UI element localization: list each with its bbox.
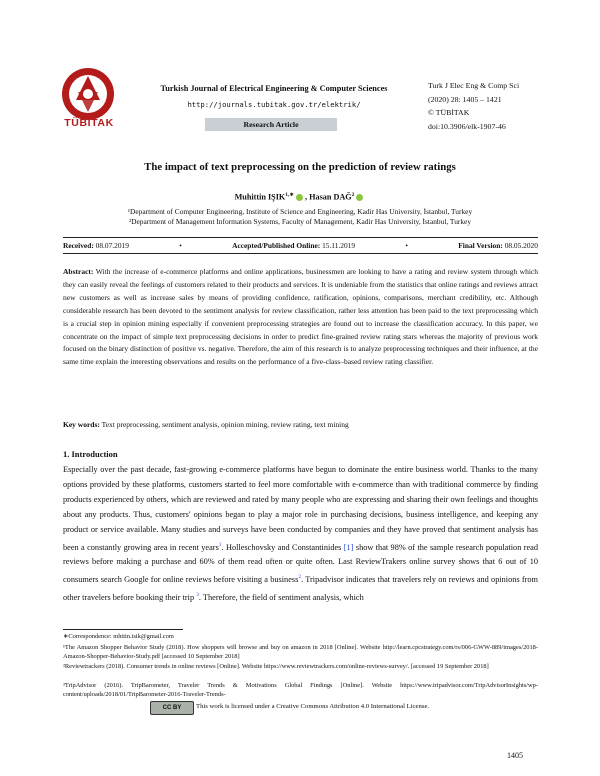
separator: • (179, 241, 182, 250)
footnote-ref[interactable]: 3 (196, 591, 199, 598)
doi[interactable]: doi:10.3906/elk-1907-46 (428, 121, 506, 131)
affiliation-2: ²Department of Management Information Systems, Faculty of Management, Kadir Has University, İstanbul, Turkey (128, 217, 472, 226)
citation-volume: (2020) 28: 1405 – 1421 (428, 94, 502, 104)
citation-journal: Turk J Elec Eng & Comp Sci (428, 81, 520, 90)
divider (63, 253, 538, 254)
footnote-divider (63, 629, 183, 630)
correspondence-footnote: ∗Correspondence: mhttin.isik@gmail.com (63, 633, 174, 640)
abstract (63, 266, 538, 369)
orcid-icon[interactable] (296, 194, 303, 201)
section-heading: 1. Introduction (63, 449, 118, 459)
author-1: Muhittin IŞIK (234, 192, 286, 202)
abstract-text: With the increase of e-commerce platforms and online applications, businessmen are looking to have a rating and review system through which they can easily reveal the feelings of customers related to their products and services. It is undeniable from the statistics that online ratings and reviews attract new customers as well as increase sales by means of providing confidence, ratification, opinions, comparisons, merchant credibility, etc. Although considerable research has been devoted to the sentiment analysis for review classification, rather less attention has been paid to the text preprocessing which is a crucial step in opinion mining especially if convenient preprocessing strategies are found out to increase the classification accuracy. In this paper, we concentrate on the impact of simple text preprocessing decisions in order to predict fine-grained review rating stars whereas the majority of previous work focused on the binary distinction of positive vs. negative. Therefore, the aim of this research is to analyze preprocessing techniques and their influence, at the same time explain the interesting observations and results on the performance of a five-class–based review rating classifier. (63, 267, 538, 367)
accepted: Accepted/Published Online: 15.11.2019 (232, 241, 356, 250)
footnote-1: ¹The Amazon Shopper Behavior Study (2018). How shoppers will browse and buy on amazon in 2018 [Online]. Website http://learn.cpcstrategy.com/rs/006-GWW-889/images/2018-Amazon-Shopper-Behavior-Study.pdf [accessed 10 September 2018] (63, 644, 538, 661)
keywords-label: Key words: (63, 420, 100, 429)
citation-block (428, 79, 519, 133)
copyright: © TÜBİTAK (428, 108, 470, 118)
footnote-ref[interactable]: 1 (218, 541, 222, 548)
author-line: Muhittin $IŞIK^{1,∗}$ , Hasan DAĞ$^2$ (0, 192, 600, 202)
received: Received: 08.07.2019 (63, 241, 129, 250)
journal-url[interactable]: http://journals.tubitak.gov.tr/elektrik/ (187, 100, 361, 109)
logo-wordmark: TÜBİTAK (64, 117, 114, 129)
author-2-affiliation: 2 (351, 192, 355, 198)
page-number: 1405 (507, 751, 523, 760)
footnote-2: ²Reviewtrackers (2018). Consumer trends in online reviews [Online]. Website https://www.reviewtrackers.com/online-reviews-survey/. [accessed 19 September 2018] (63, 663, 489, 670)
author-1-affiliation: 1,∗ (285, 192, 295, 198)
article-type-badge: Research Article (205, 118, 337, 131)
tubitak-emblem-icon (60, 66, 116, 122)
citation-link[interactable]: [1] (343, 542, 354, 552)
keywords-text: Text preprocessing, sentiment analysis, opinion mining, review rating, text mining (101, 420, 349, 429)
license-text: This work is licensed under a Creative Commons Attribution 4.0 International License. (196, 703, 430, 710)
affiliation-1: ¹Department of Computer Engineering, Institute of Science and Engineering, Kadir Has University, İstanbul, Turkey (127, 207, 473, 216)
orcid-icon[interactable] (356, 194, 363, 201)
journal-name: Turkish Journal of Electrical Engineering & Computer Sciences (160, 84, 388, 93)
keywords (63, 420, 538, 429)
dates-row (63, 241, 538, 250)
footnote-3: ³TripAdvisor (2016). TripBarometer, Traveler Trends & Motivations Global Findings [Online]. Website https://www.tripadvisor.com/TripAdvisorInsights/wp-content/uploads/2018/01/TripBarometer-2016-Traveler-Trends- (63, 682, 538, 699)
final-version: Final Version: 08.05.2020 (458, 241, 538, 250)
footnote-ref[interactable]: 2 (298, 574, 302, 581)
introduction-body (63, 463, 538, 605)
abstract-label: Abstract: (63, 267, 94, 276)
paragraph: Especially over the past decade, fast-growing e-commerce platforms have begun to dominate the entire business world. Thanks to the many options provided by these platforms, customers started to feel more comfortable with e-commerce than with traditional commerce by finding products experienced by others, which are reviewed and rated by many people who are expressing and sharing their own feelings and thoughts about any products. Thus, customers' opinions began to play a major role in purchasing decisions, business intelligence, and keeping any product or service available. Many studies and surveys have been conducted by companies and they have proved that sentiment analysis has been a constantly growing area in recent years$^1$. Holleschovsky and Constantinides [1] show that 98% of the sample research population read reviews before making a purchase and 60% of them read often or quite often. Last ReviewTrakers online survey shows that 6 out of 10 consumers search Google for online reviews before visiting a business$^2$. Tripadvisor indicates that travelers rely on reviews and opinions from other travelers before booking their trip $^3$. Therefore, the field of sentiment analysis, which (63, 465, 538, 602)
separator: • (405, 241, 408, 250)
author-2: Hasan DAĞ (309, 192, 352, 202)
cc-license-badge[interactable]: CC BY (150, 701, 194, 715)
paper-title: The impact of text preprocessing on the prediction of review ratings (144, 161, 456, 173)
divider (63, 237, 538, 238)
